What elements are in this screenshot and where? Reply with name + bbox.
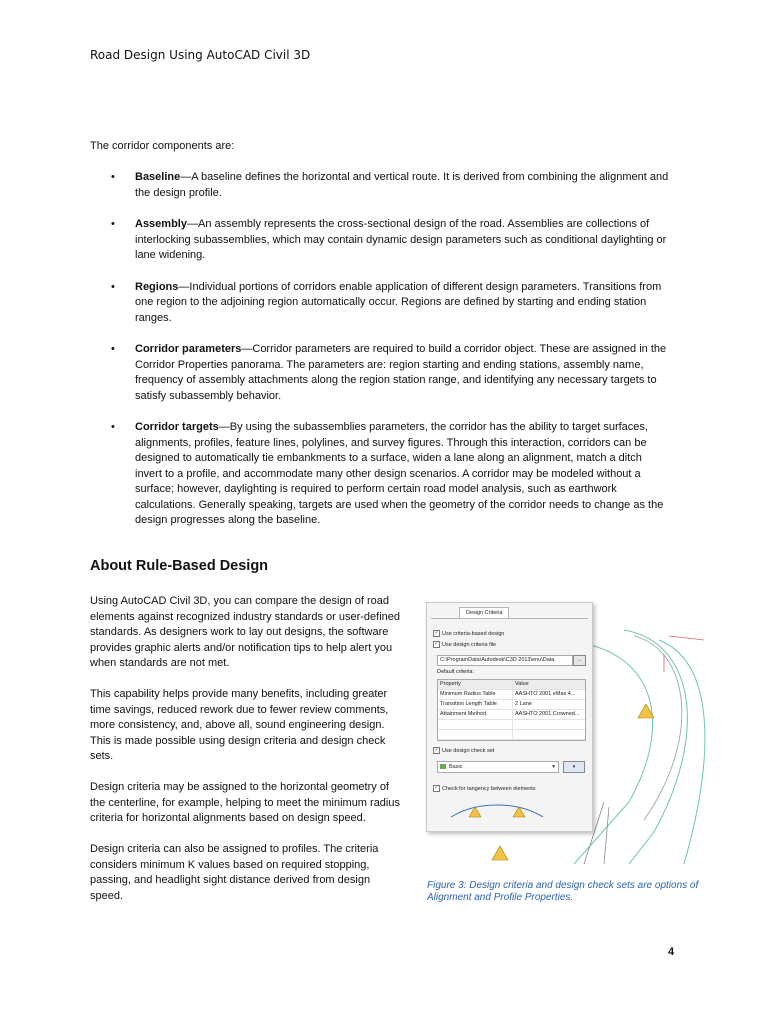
checkbox-checked-icon: ✓	[434, 747, 439, 753]
bullet-icon: •	[111, 171, 115, 183]
tab-divider	[431, 618, 588, 619]
table-row[interactable]	[438, 690, 585, 700]
warning-icon	[492, 846, 508, 860]
list-item	[111, 217, 671, 264]
term: Regions	[135, 280, 179, 293]
checkbox-checked-icon: ✓	[434, 785, 439, 791]
cell: Minimum Radius Table	[438, 690, 513, 699]
figure-design-criteria	[424, 602, 716, 864]
definition: —An assembly represents the cross-sectional design of the road. Assemblies are collections of interlocking subassemblies, which may contain dynamic design parameters such as conditional daylighting or lane widening.	[135, 218, 667, 261]
table-row[interactable]	[438, 700, 585, 710]
table-row	[438, 720, 585, 730]
bullet-icon: •	[111, 421, 115, 433]
select-value: Basic	[449, 764, 463, 770]
design-criteria-dialog	[426, 602, 593, 832]
figure-caption: Figure 3: Design criteria and design check sets are options of Alignment and Profile Properties.	[427, 880, 699, 903]
intro-text: The corridor components are:	[90, 140, 235, 152]
checkbox-label: Use design check set	[442, 747, 495, 754]
cell: AASHTO 2001 Crowned...	[515, 711, 580, 717]
component-list	[111, 170, 671, 545]
table-row[interactable]	[438, 710, 585, 720]
bullet-icon: •	[111, 218, 115, 230]
check-set-icon	[440, 764, 446, 769]
bullet-icon: •	[111, 280, 115, 293]
table-header-row	[438, 680, 585, 690]
tab-design-criteria[interactable]: Design Criteria	[459, 607, 509, 618]
list-item	[111, 280, 671, 327]
use-check-set-checkbox[interactable]	[433, 747, 494, 754]
use-criteria-checkbox[interactable]	[433, 630, 504, 637]
tangency-illustration	[447, 799, 547, 825]
criteria-table	[437, 679, 586, 741]
paragraph: Design criteria may be assigned to the horizontal geometry of the centerline, for example, helping to meet the minimum radius criteria for horizontal alignments based on design speed.	[90, 781, 400, 824]
default-criteria-label: Default criteria:	[437, 669, 474, 675]
definition: —Individual portions of corridors enable application of different design parameters. Transitions from one region to the adjoining region automatically occur. Regions are defined by starting and ending station ranges.	[135, 280, 662, 324]
definition: —By using the subassemblies parameters, the corridor has the ability to target surfaces, alignments, profiles, feature lines, polylines, and survey figures. Through this interaction, corridors can be designed to automatically tie embankments to a surface, widen a lane along an alignment, match a ditch invert to a profile, and accommodate many other design scenarios. A corridor may be modeled without a surface; however, daylighting is required to perform certain road model analysis, such as earthwork calculations. Generally speaking, targets are used when the geometry of the corridor needs to change as the design progresses along the baseline.	[135, 421, 664, 526]
cell: AASHTO 2001 eMax 4...	[515, 691, 576, 697]
checkbox-label: Use design criteria file	[442, 641, 497, 648]
chevron-down-icon: ▾	[552, 764, 555, 770]
section-body	[90, 594, 402, 920]
checkbox-checked-icon: ✓	[434, 630, 439, 636]
paragraph: This capability helps provide many benefits, including greater time savings, reduced rework due to fewer review comments, more consistency, and, above all, sound engineering design. This is made possible using design criteria and design check sets.	[90, 688, 389, 762]
cell: Attainment Method	[438, 710, 513, 719]
check-set-select[interactable]	[437, 761, 559, 773]
criteria-file-path[interactable]: C:\ProgramData\Autodesk\C3D 2013\enu\Data	[437, 655, 573, 666]
page-number: 4	[668, 946, 675, 958]
column-header: Property	[438, 680, 513, 689]
checkbox-label: Use criteria-based design	[442, 630, 505, 637]
column-header: Value	[515, 681, 529, 687]
term: Assembly	[135, 218, 187, 230]
list-item	[111, 170, 671, 201]
term: Corridor parameters	[135, 343, 242, 355]
definition: —A baseline defines the horizontal and vertical route. It is derived from combining the alignment and the design profile.	[135, 171, 669, 199]
table-row	[438, 730, 585, 740]
cell: Transition Length Table	[438, 700, 513, 709]
term: Baseline	[135, 171, 181, 183]
list-item	[111, 342, 671, 404]
use-file-checkbox[interactable]	[433, 641, 496, 648]
edit-check-set-button[interactable]: ▾	[563, 761, 585, 773]
checkbox-checked-icon: ✓	[434, 641, 439, 647]
list-item	[111, 420, 671, 529]
term: Corridor targets	[135, 421, 219, 433]
paragraph: Design criteria can also be assigned to profiles. The criteria considers minimum K values based on required stopping, passing, and headlight sight distance derived from design speed.	[90, 843, 379, 902]
bullet-icon: •	[111, 343, 115, 355]
definition: —Corridor parameters are required to build a corridor object. These are assigned in the Corridor Properties panorama. The parameters are: region starting and ending stations, assembly name, frequency of assembly attachments along the region station range, and identifying any necessary targets to satisfy subassembly behavior.	[135, 343, 667, 402]
browse-button[interactable]: ...	[573, 655, 586, 666]
paragraph: Using AutoCAD Civil 3D, you can compare the design of road elements against recognized industry standards or user-defined standards. As designers work to lay out designs, the software provides graphic alerts and/or notification tips to help alert you when standards are not met.	[90, 595, 401, 669]
checkbox-label: Check for tangency between elements	[442, 785, 536, 792]
running-header: Road Design Using AutoCAD Civil 3D	[90, 48, 311, 62]
cell: 2 Lane	[515, 701, 532, 707]
section-heading: About Rule-Based Design	[90, 558, 269, 574]
check-tangency-checkbox[interactable]	[433, 785, 536, 792]
